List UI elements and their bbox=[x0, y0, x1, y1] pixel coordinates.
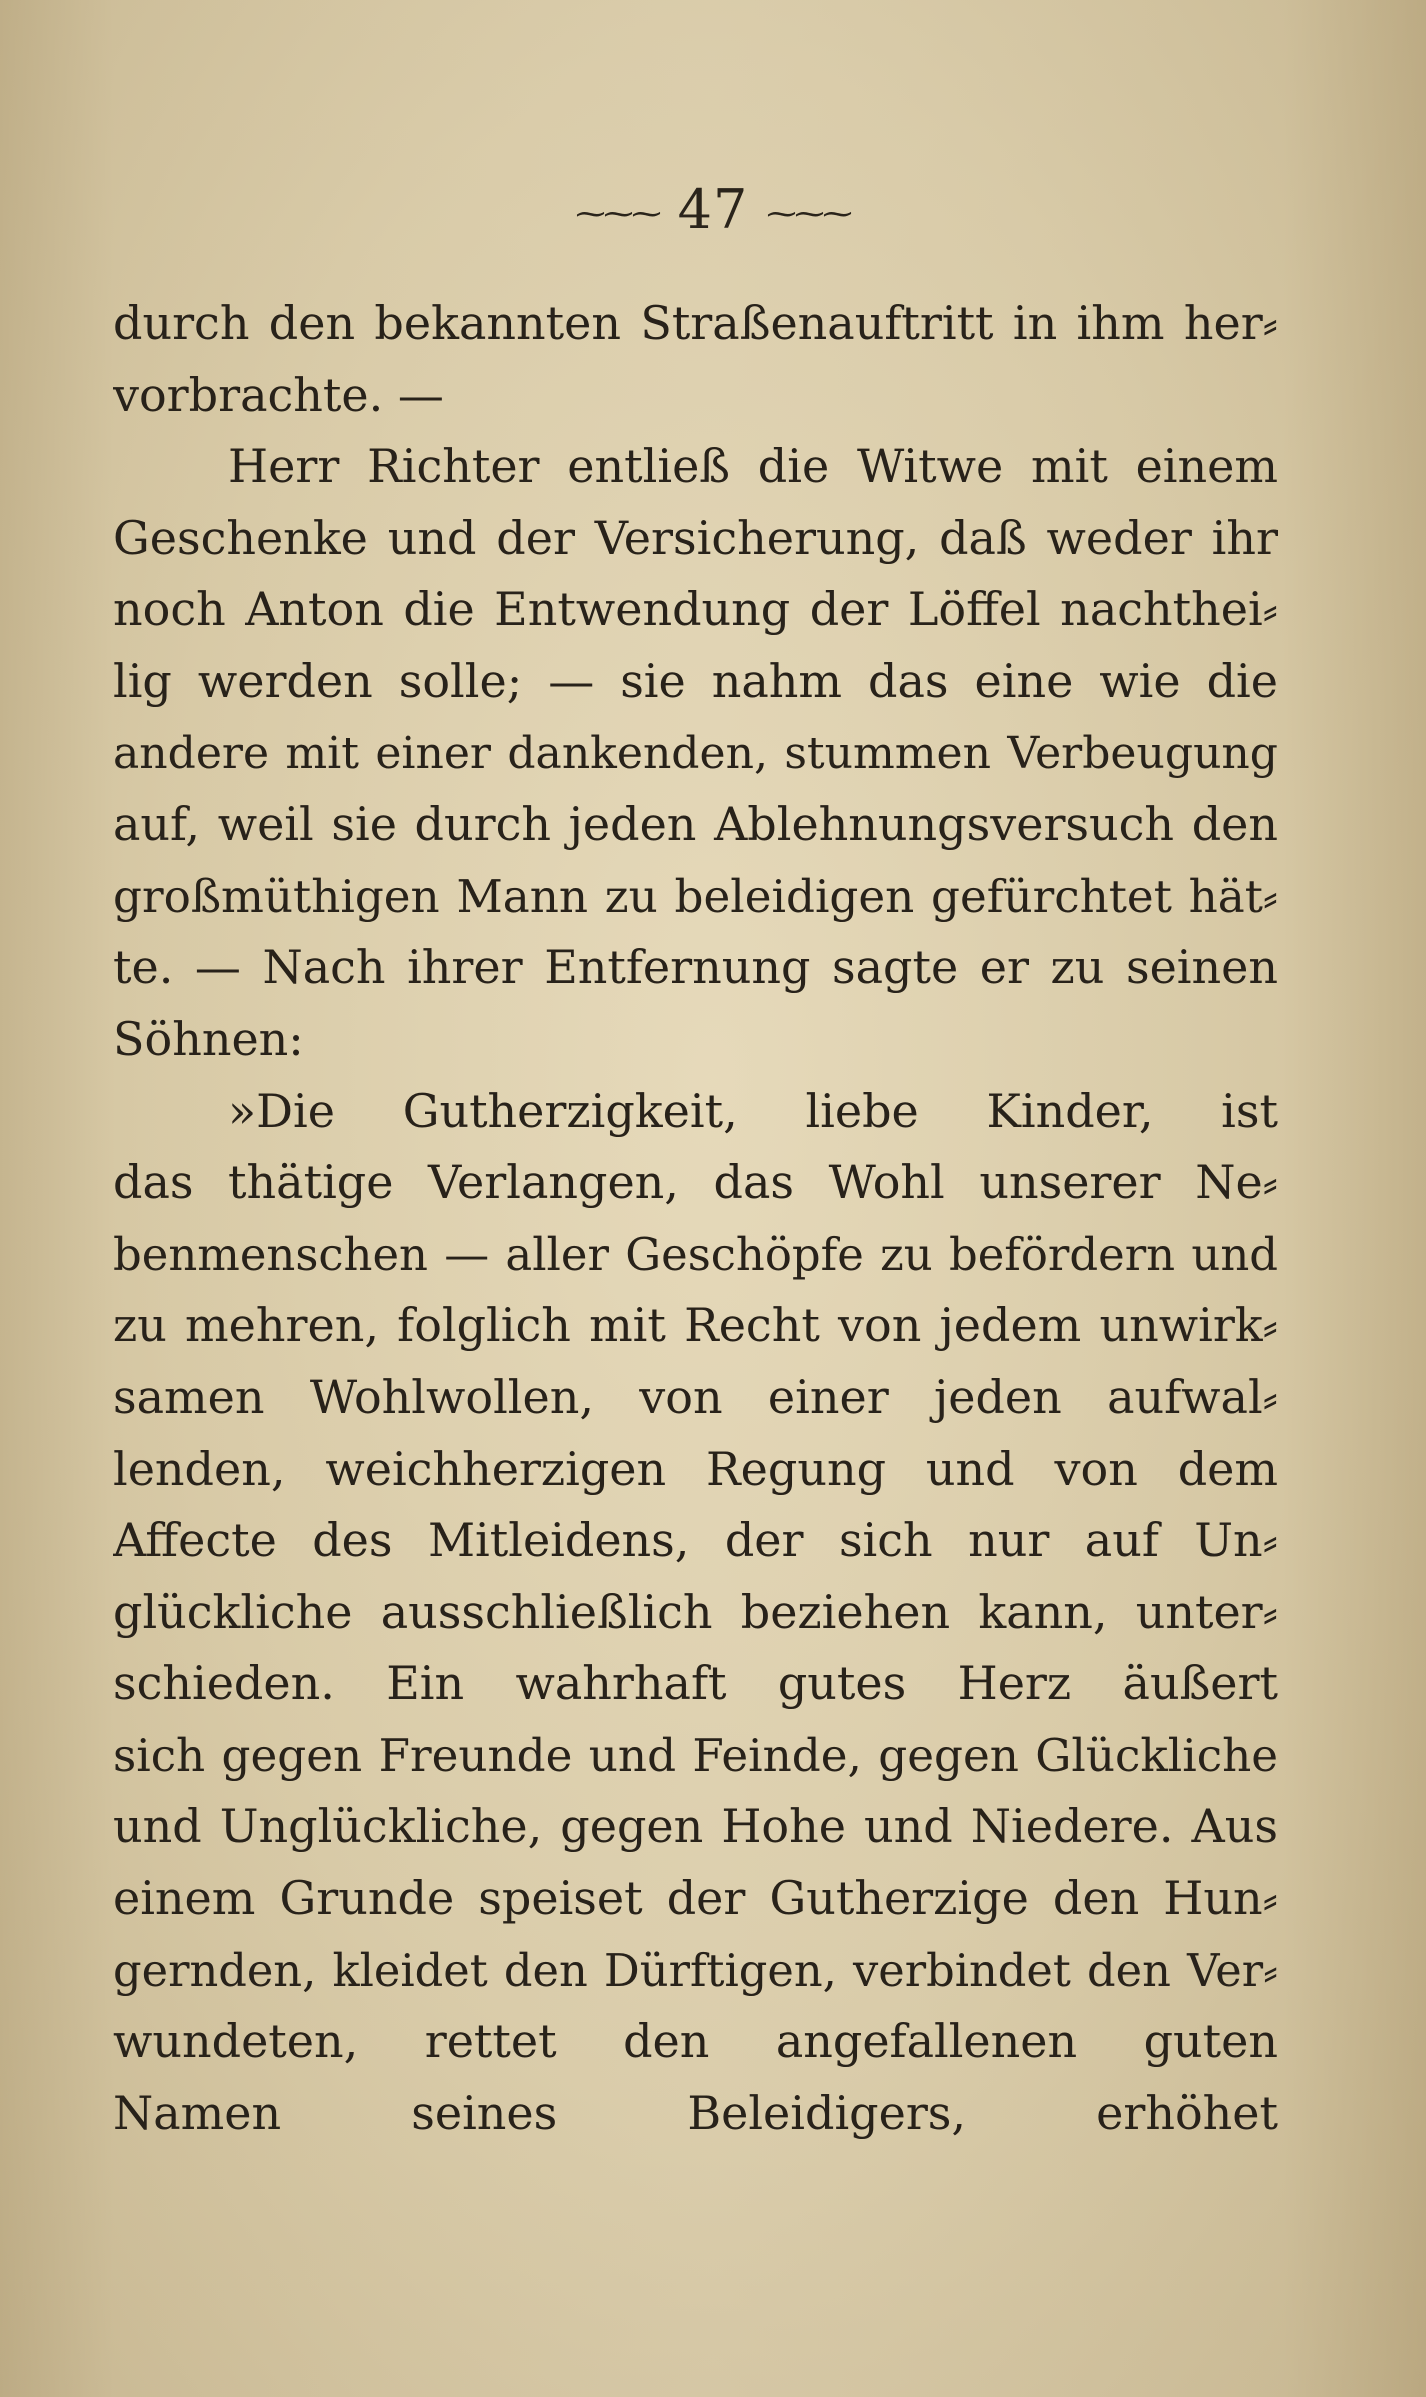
text-line: »Die Gutherzigkeit, liebe Kinder, ist bbox=[228, 1083, 1278, 1138]
text-line: Herr Richter entließ die Witwe mit einem bbox=[228, 439, 1278, 494]
text-line: vorbrachte. — bbox=[113, 367, 444, 422]
text-line: auf, weil sie durch jeden Ablehnungsversuch den bbox=[113, 797, 1278, 852]
text-line: schieden. Ein wahrhaft gutes Herz äußert bbox=[113, 1656, 1278, 1711]
text-line: Geschenke und der Versicherung, daß weder ihr bbox=[113, 510, 1278, 565]
text-line: durch den bekannten Straßenauftritt in ihm her⸗ bbox=[113, 296, 1278, 350]
text-line: einem Grunde speiset der Gutherzige den Hun⸗ bbox=[113, 1871, 1278, 1926]
text-line: Affecte des Mitleidens, der sich nur auf Un⸗ bbox=[113, 1513, 1278, 1568]
text-line: te. — Nach ihrer Entfernung sagte er zu seinen bbox=[113, 940, 1278, 995]
text-line: glückliche ausschließlich beziehen kann, unter⸗ bbox=[113, 1584, 1278, 1639]
left-ornament: ⁓⁓⁓ bbox=[575, 196, 660, 232]
text-line: großmüthigen Mann zu beleidigen gefürchtet hät⸗ bbox=[113, 869, 1278, 923]
text-line: gernden, kleidet den Dürftigen, verbindet den Ver⸗ bbox=[113, 1943, 1278, 1997]
text-line: noch Anton die Entwendung der Löffel nachthei⸗ bbox=[113, 582, 1278, 637]
page-number: 47 bbox=[677, 178, 749, 241]
text-line: samen Wohlwollen, von einer jeden aufwal⸗ bbox=[113, 1369, 1278, 1424]
text-line: andere mit einer dankenden, stummen Verbeugung bbox=[113, 727, 1278, 779]
text-line: Söhnen: bbox=[113, 1011, 304, 1066]
right-ornament: ⁓⁓⁓ bbox=[766, 196, 851, 232]
text-line: lenden, weichherzigen Regung und von dem bbox=[113, 1441, 1278, 1496]
text-line: wundeten, rettet den angefallenen guten bbox=[113, 2014, 1278, 2069]
text-line: sich gegen Freunde und Feinde, gegen Glückliche bbox=[113, 1728, 1278, 1782]
text-line: lig werden solle; — sie nahm das eine wie die bbox=[113, 653, 1278, 708]
text-line: benmenschen — aller Geschöpfe zu befördern und bbox=[113, 1227, 1278, 1281]
text-line: und Unglückliche, gegen Hohe und Niedere. Aus bbox=[113, 1799, 1278, 1854]
body-text bbox=[113, 288, 1278, 2149]
page-header bbox=[0, 178, 1426, 241]
text-line: das thätige Verlangen, das Wohl unserer Ne⸗ bbox=[113, 1155, 1278, 1210]
text-line: zu mehren, folglich mit Recht von jedem unwirk⸗ bbox=[113, 1298, 1278, 1353]
text-line: Namen seines Beleidigers, erhöhet bbox=[113, 2085, 1278, 2140]
